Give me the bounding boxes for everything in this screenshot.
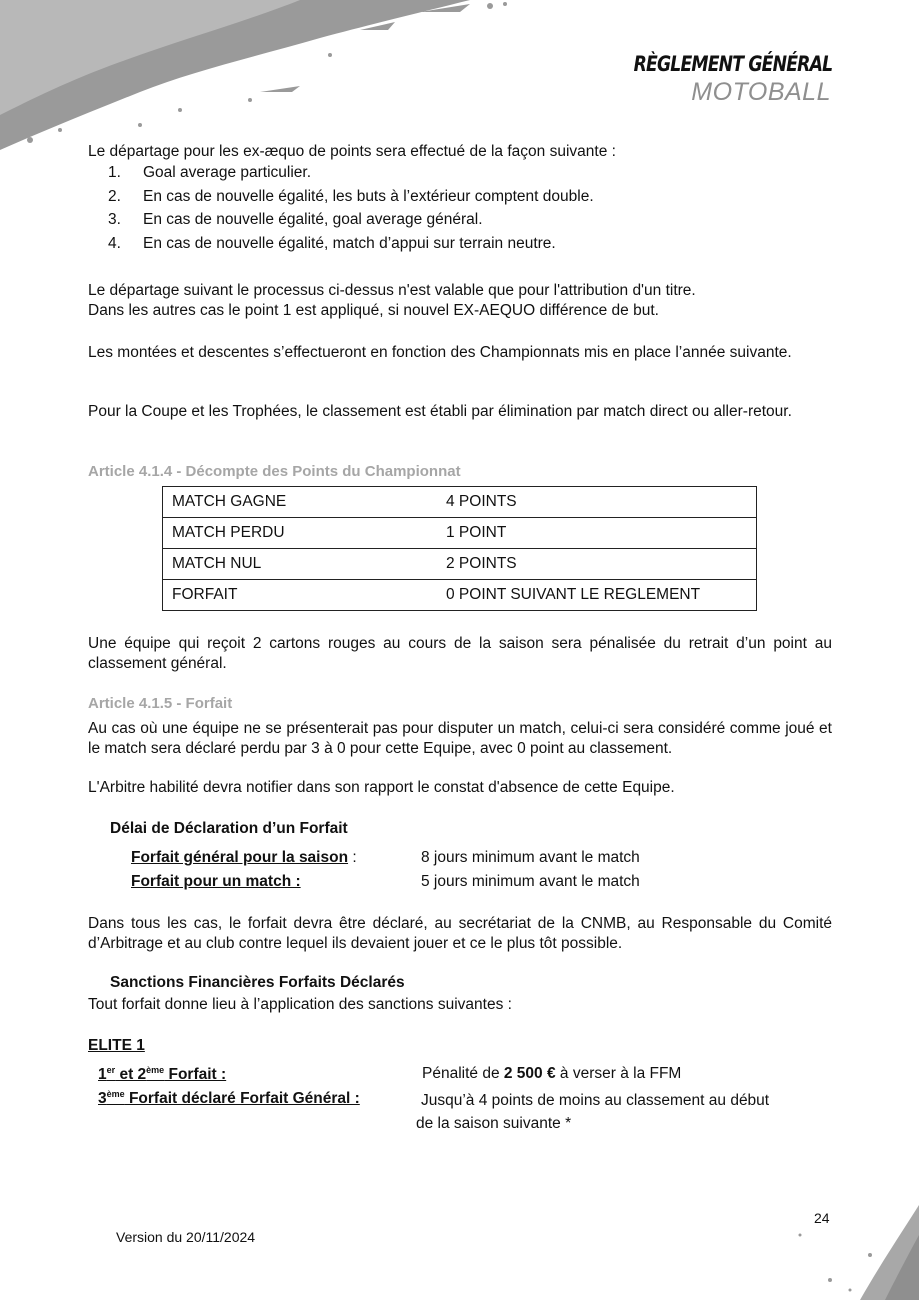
paragraph-montees: Les montées et descentes s’effectueront en fonction des Championnats mis en place l’année suivante.: [88, 344, 792, 361]
delai-row: Forfait pour un match :: [131, 873, 301, 890]
table-row: FORFAIT 0 POINT SUIVANT LE REGLEMENT: [163, 580, 757, 611]
elite-row-value: Jusqu’à 4 points de moins au classement au début de la saison suivante *: [416, 1092, 770, 1132]
article-4-1-4-heading: Article 4.1.4 - Décompte des Points du Championnat: [88, 463, 461, 480]
version-date: Version du 20/11/2024: [116, 1229, 256, 1245]
article-4-1-5-heading: Article 4.1.5 - Forfait: [88, 695, 233, 712]
header-subtitle: MOTOBALL: [691, 78, 831, 106]
elite-row-label: 1er et 2ème Forfait :: [98, 1065, 227, 1084]
points-table: [162, 486, 757, 611]
elite-row-value: Pénalité de 2 500 € à verser à la FFM: [422, 1065, 682, 1082]
delai-value: 5 jours minimum avant le match: [421, 873, 640, 890]
elite-row-label: 3ème Forfait déclaré Forfait Général :: [98, 1089, 360, 1108]
sanctions-intro: Tout forfait donne lieu à l’application des sanctions suivantes :: [88, 996, 512, 1013]
paragraph-cartons: Une équipe qui reçoit 2 cartons rouges au cours de la saison sera pénalisée du retrait d’un point au classement général.: [88, 635, 832, 672]
list-item: 3. En cas de nouvelle égalité, goal average général.: [108, 211, 483, 228]
table-row: MATCH NUL 2 POINTS: [163, 549, 757, 580]
paragraph-coupe: Pour la Coupe et les Trophées, le classement est établi par élimination par match direct ou aller-retour.: [88, 403, 792, 420]
paragraph-title-rule: Le départage suivant le processus ci-dessus n'est valable que pour l'attribution d'un titre. Dans les autres cas le point 1 est appliqué, si nouvel EX-AEQUO différence de but.: [88, 282, 696, 319]
page-number: 24: [814, 1210, 830, 1226]
delai-heading: Délai de Déclaration d’un Forfait: [110, 820, 348, 837]
header-brush-decoration: [0, 0, 530, 160]
tiebreak-list: [108, 163, 594, 257]
intro-text: Le départage pour les ex-æquo de points sera effectué de la façon suivante :: [88, 143, 616, 160]
delai-value: 8 jours minimum avant le match: [421, 849, 640, 866]
paragraph-arbitre: L'Arbitre habilité devra notifier dans son rapport le constat d'absence de cette Equipe.: [88, 779, 675, 796]
header-title: RÈGLEMENT GÉNÉRAL: [633, 52, 832, 76]
footer-brush-decoration: [750, 1195, 919, 1300]
list-item: 1. Goal average particulier.: [108, 164, 312, 181]
delai-row: Forfait général pour la saison :: [131, 849, 357, 866]
sanctions-heading: Sanctions Financières Forfaits Déclarés: [110, 974, 405, 991]
list-item: 4. En cas de nouvelle égalité, match d’appui sur terrain neutre.: [108, 234, 556, 252]
paragraph-declaration: Dans tous les cas, le forfait devra être déclaré, au secrétariat de la CNMB, au Responsable du Comité d’Arbitrage et au club contre lequel ils devaient jouer et ce le plus tôt possible.: [88, 915, 832, 952]
paragraph-forfait: Au cas où une équipe ne se présenterait pas pour disputer un match, celui-ci sera considéré comme joué et le match sera déclaré perdu par 3 à 0 pour cette Equipe, avec 0 point au classement.: [88, 720, 832, 757]
list-item: 2. En cas de nouvelle égalité, les buts à l’extérieur comptent double.: [108, 187, 594, 205]
elite-1-heading: ELITE 1: [88, 1037, 145, 1054]
table-row: MATCH GAGNE 4 POINTS: [163, 487, 757, 518]
table-row: MATCH PERDU 1 POINT: [163, 518, 757, 549]
